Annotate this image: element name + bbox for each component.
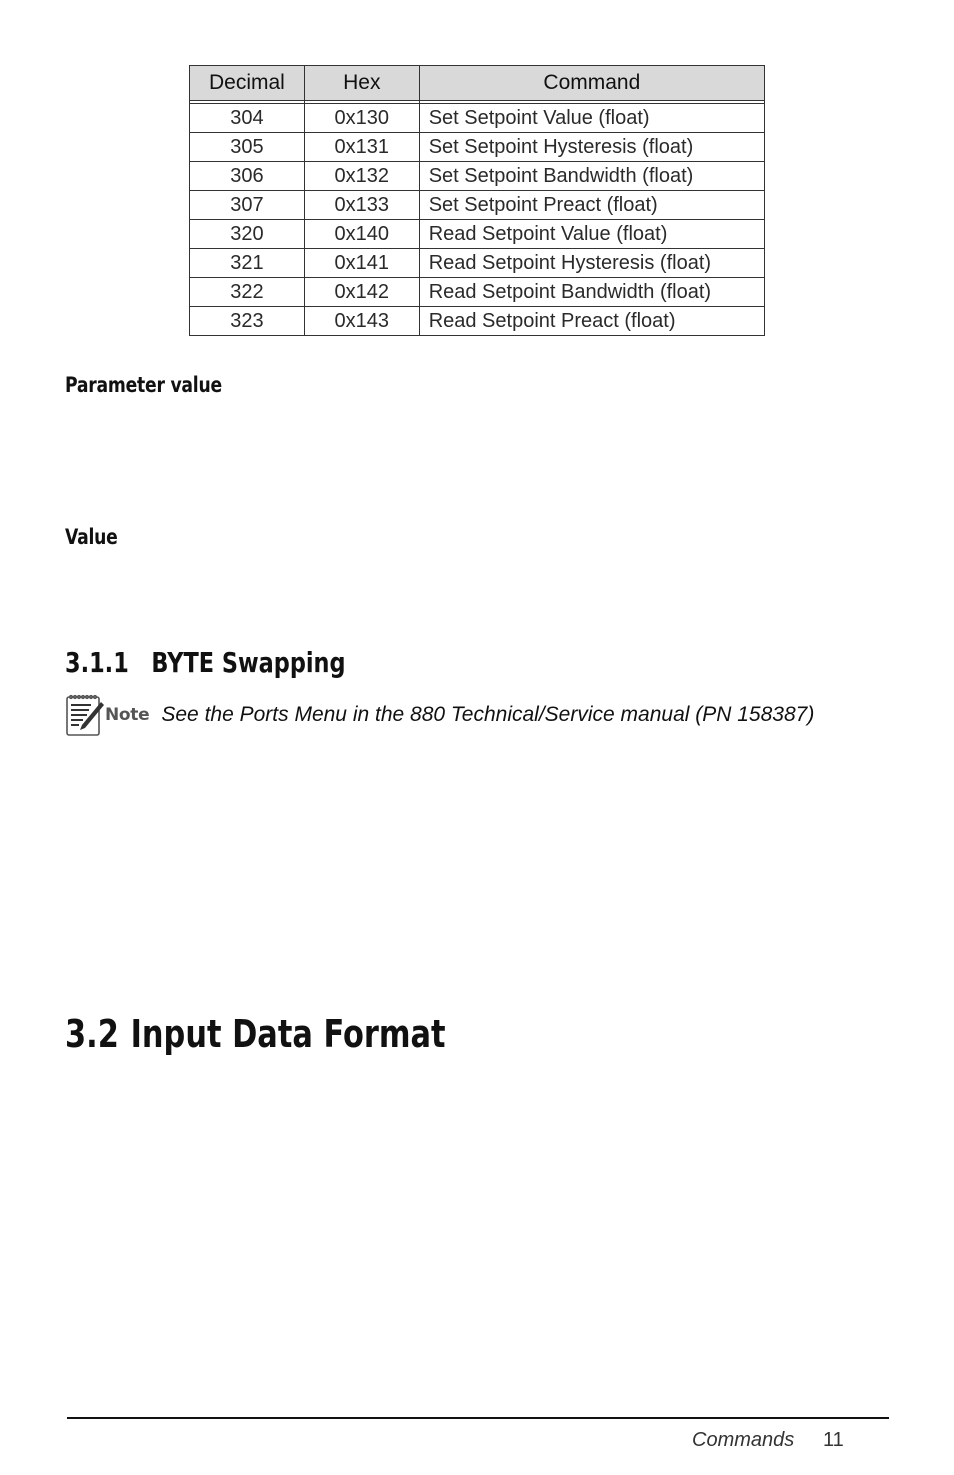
cell-command: Read Setpoint Bandwidth (float) [419,278,764,307]
table-row [190,104,765,133]
cell-decimal: 304 [190,104,305,133]
note-label: Note [105,705,150,725]
header-decimal: Decimal [190,66,305,101]
table-row [190,278,765,307]
cell-hex: 0x131 [304,133,419,162]
cell-decimal: 321 [190,249,305,278]
cell-command: Read Setpoint Preact (float) [419,307,764,336]
cell-command: Read Setpoint Value (float) [419,220,764,249]
header-command: Command [419,66,764,101]
cell-hex: 0x140 [304,220,419,249]
table-row [190,249,765,278]
footer-section-name: Commands [692,1429,795,1451]
note-text: See the Ports Menu in the 880 Technical/Service manual (PN 158387) [161,703,815,726]
cell-hex: 0x132 [304,162,419,191]
cell-decimal: 305 [190,133,305,162]
parameter-value-heading: Parameter value [65,373,222,397]
cell-command: Read Setpoint Hysteresis (float) [419,249,764,278]
cell-command: Set Setpoint Preact (float) [419,191,764,220]
cell-decimal: 322 [190,278,305,307]
section-number: 3.2 [65,1012,119,1056]
cell-decimal: 306 [190,162,305,191]
footer-page-number: 11 [823,1429,844,1451]
table-row [190,220,765,249]
cell-decimal: 307 [190,191,305,220]
cell-decimal: 320 [190,220,305,249]
footer-divider [67,1417,889,1419]
header-hex: Hex [304,66,419,101]
table-row [190,162,765,191]
section-title: BYTE Swapping [151,646,346,679]
cell-command: Set Setpoint Value (float) [419,104,764,133]
section-number: 3.1.1 [65,646,129,679]
table-body [190,104,765,336]
command-table [189,65,765,336]
table-row [190,307,765,336]
section-title: Input Data Format [130,1012,446,1056]
cell-hex: 0x142 [304,278,419,307]
cell-decimal: 323 [190,307,305,336]
section-heading-input-data-format [65,1012,446,1056]
cell-command: Set Setpoint Bandwidth (float) [419,162,764,191]
table-row [190,133,765,162]
cell-hex: 0x141 [304,249,419,278]
table-row [190,191,765,220]
table-header-row [190,66,765,101]
value-heading: Value [65,525,118,549]
section-heading-byte-swapping [65,646,346,679]
cell-hex: 0x130 [304,104,419,133]
note-callout [65,692,814,738]
cell-hex: 0x133 [304,191,419,220]
notepad-pencil-icon [65,692,105,738]
cell-hex: 0x143 [304,307,419,336]
cell-command: Set Setpoint Hysteresis (float) [419,133,764,162]
